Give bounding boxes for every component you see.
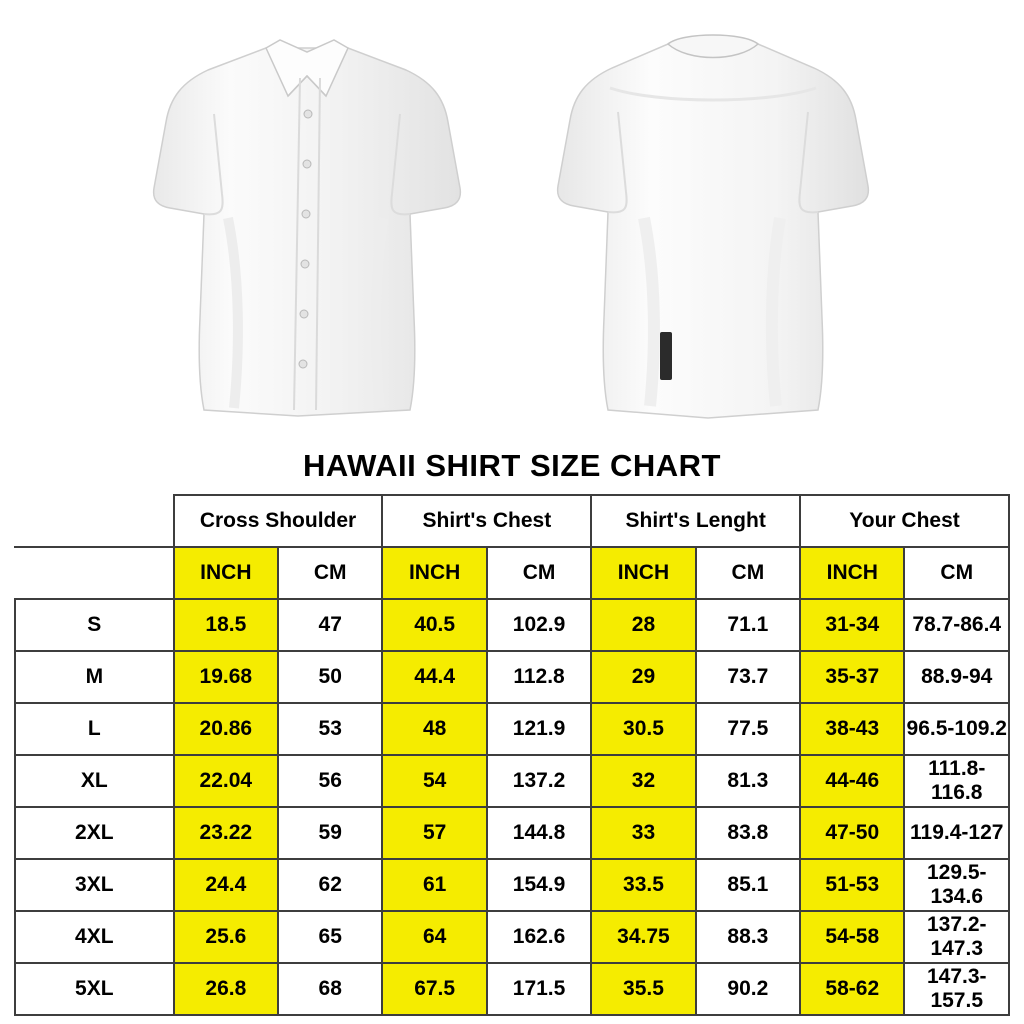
cell-cross-shoulder-inch: 18.5 [174,599,278,651]
cell-your-chest-cm: 147.3-157.5 [904,963,1009,1015]
cell-chest-cm: 171.5 [487,963,591,1015]
group-header-shirts-chest: Shirt's Chest [382,495,591,547]
cell-chest-cm: 162.6 [487,911,591,963]
cell-cross-shoulder-cm: 59 [278,807,382,859]
group-header-your-chest: Your Chest [800,495,1009,547]
table-corner-cell [15,495,174,547]
cell-cross-shoulder-inch: 22.04 [174,755,278,807]
group-header-shirts-length: Shirt's Lenght [591,495,800,547]
unit-header-chest-inch: INCH [382,547,486,599]
cell-your-chest-inch: 31-34 [800,599,904,651]
row-size-label: 4XL [15,911,174,963]
unit-header-cross-shoulder-inch: INCH [174,547,278,599]
cell-chest-cm: 144.8 [487,807,591,859]
unit-corner-cell [15,547,174,599]
cell-your-chest-inch: 51-53 [800,859,904,911]
unit-header-your-chest-cm: CM [904,547,1009,599]
cell-your-chest-cm: 96.5-109.2 [904,703,1009,755]
cell-cross-shoulder-inch: 20.86 [174,703,278,755]
cell-chest-cm: 121.9 [487,703,591,755]
size-chart-table-wrap [0,494,1024,1016]
cell-chest-inch: 40.5 [382,599,486,651]
table-row [15,859,1009,911]
cell-cross-shoulder-inch: 25.6 [174,911,278,963]
shirt-back-image [548,18,878,430]
cell-length-cm: 73.7 [696,651,800,703]
cell-chest-inch: 54 [382,755,486,807]
cell-length-cm: 83.8 [696,807,800,859]
row-size-label: XL [15,755,174,807]
cell-your-chest-inch: 58-62 [800,963,904,1015]
cell-your-chest-cm: 78.7-86.4 [904,599,1009,651]
cell-chest-cm: 154.9 [487,859,591,911]
unit-header-chest-cm: CM [487,547,591,599]
cell-chest-cm: 112.8 [487,651,591,703]
group-header-cross-shoulder: Cross Shoulder [174,495,383,547]
cell-cross-shoulder-cm: 65 [278,911,382,963]
table-row [15,807,1009,859]
cell-cross-shoulder-cm: 56 [278,755,382,807]
cell-cross-shoulder-cm: 68 [278,963,382,1015]
cell-length-inch: 32 [591,755,695,807]
table-row [15,911,1009,963]
page-title: HAWAII SHIRT SIZE CHART [303,448,721,483]
cell-chest-cm: 102.9 [487,599,591,651]
table-row [15,755,1009,807]
cell-chest-cm: 137.2 [487,755,591,807]
cell-length-inch: 34.75 [591,911,695,963]
cell-your-chest-cm: 111.8-116.8 [904,755,1009,807]
cell-your-chest-inch: 47-50 [800,807,904,859]
cell-cross-shoulder-inch: 19.68 [174,651,278,703]
cell-cross-shoulder-cm: 62 [278,859,382,911]
cell-length-cm: 71.1 [696,599,800,651]
cell-length-cm: 85.1 [696,859,800,911]
unit-header-length-cm: CM [696,547,800,599]
cell-your-chest-cm: 119.4-127 [904,807,1009,859]
cell-cross-shoulder-cm: 47 [278,599,382,651]
cell-length-cm: 88.3 [696,911,800,963]
cell-chest-inch: 57 [382,807,486,859]
cell-your-chest-inch: 35-37 [800,651,904,703]
unit-header-length-inch: INCH [591,547,695,599]
cell-chest-inch: 64 [382,911,486,963]
row-size-label: 3XL [15,859,174,911]
row-size-label: M [15,651,174,703]
group-header-row [15,495,1009,547]
cell-chest-inch: 48 [382,703,486,755]
cell-chest-inch: 44.4 [382,651,486,703]
shirt-front-image [148,18,478,430]
cell-length-cm: 77.5 [696,703,800,755]
cell-cross-shoulder-inch: 26.8 [174,963,278,1015]
size-chart-table [14,494,1010,1016]
row-size-label: S [15,599,174,651]
cell-your-chest-inch: 44-46 [800,755,904,807]
row-size-label: 2XL [15,807,174,859]
cell-length-inch: 35.5 [591,963,695,1015]
shirt-illustrations [0,0,1024,448]
cell-chest-inch: 67.5 [382,963,486,1015]
cell-cross-shoulder-inch: 23.22 [174,807,278,859]
table-row [15,651,1009,703]
cell-cross-shoulder-cm: 50 [278,651,382,703]
cell-your-chest-cm: 129.5-134.6 [904,859,1009,911]
cell-length-cm: 81.3 [696,755,800,807]
table-row [15,703,1009,755]
cell-length-inch: 30.5 [591,703,695,755]
cell-your-chest-cm: 137.2-147.3 [904,911,1009,963]
cell-your-chest-inch: 54-58 [800,911,904,963]
cell-your-chest-cm: 88.9-94 [904,651,1009,703]
cell-length-inch: 33 [591,807,695,859]
row-size-label: 5XL [15,963,174,1015]
table-row [15,599,1009,651]
unit-header-cross-shoulder-cm: CM [278,547,382,599]
cell-length-inch: 29 [591,651,695,703]
unit-header-your-chest-inch: INCH [800,547,904,599]
cell-length-inch: 28 [591,599,695,651]
cell-chest-inch: 61 [382,859,486,911]
cell-your-chest-inch: 38-43 [800,703,904,755]
unit-header-row [15,547,1009,599]
table-row [15,963,1009,1015]
cell-cross-shoulder-cm: 53 [278,703,382,755]
row-size-label: L [15,703,174,755]
cell-length-cm: 90.2 [696,963,800,1015]
cell-length-inch: 33.5 [591,859,695,911]
cell-cross-shoulder-inch: 24.4 [174,859,278,911]
